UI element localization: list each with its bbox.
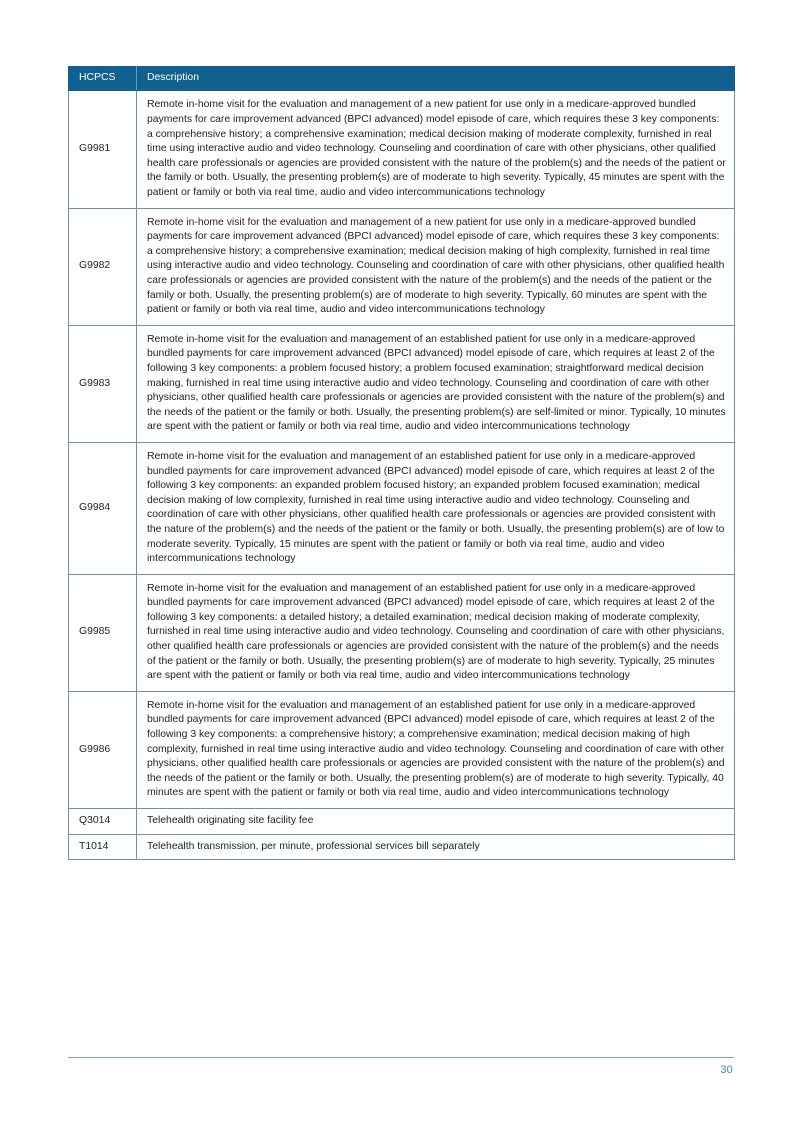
- cell-description: Remote in-home visit for the evaluation and management of an established patient for use only in a medicare-approved bundled payments for care improvement advanced (BPCI advanced) model episode of care, which requires at least 2 of the following 3 key components: an expanded problem focused history; an expanded problem focused examination; medical decision making of low complexity, furnished in real time using interactive audio and video technology. Counseling and coordination of care with other physicians, other qualified health care professionals or agencies are provided consistent with the nature of the problem(s) and the needs of the patient or the family or both. Usually, the presenting problem(s) are of low to moderate severity. Typically, 15 minutes are spent with the patient or family or both via real time, audio and video intercommunications technology: [137, 442, 735, 574]
- cell-description: Remote in-home visit for the evaluation and management of a new patient for use only in a medicare-approved bundled payments for care improvement advanced (BPCI advanced) model episode of care, which requires these 3 key components: a comprehensive history; a comprehensive examination; medical decision making of moderate complexity, furnished in real time using interactive audio and video technology. Counseling and coordination of care with other physicians, other qualified health care professionals or agencies are provided consistent with the nature of the problem(s) and the needs of the patient or the family or both. Usually, the presenting problem(s) are of moderate to high severity. Typically, 45 minutes are spent with the patient or family or both via real time, audio and video intercommunications technology: [137, 91, 735, 208]
- cell-hcpcs-code: G9981: [69, 91, 137, 208]
- column-header-hcpcs: HCPCS: [69, 67, 137, 91]
- cell-hcpcs-code: G9986: [69, 691, 137, 808]
- cell-hcpcs-code: T1014: [69, 834, 137, 860]
- table-header-row: [69, 67, 735, 91]
- page-number: 30: [720, 1064, 733, 1076]
- table-row: [69, 325, 735, 442]
- table-row: [69, 691, 735, 808]
- column-header-description: Description: [137, 67, 735, 91]
- table-header: [69, 67, 735, 91]
- cell-description: Remote in-home visit for the evaluation and management of an established patient for use only in a medicare-approved bundled payments for care improvement advanced (BPCI advanced) model episode of care, which requires at least 2 of the following 3 key components: a detailed history; a detailed examination; medical decision making of moderate complexity, furnished in real time using interactive audio and video technology. Counseling and coordination of care with other physicians, other qualified health care professionals or agencies are provided consistent with the nature of the problem(s) and the needs of the patient or the family or both. Usually, the presenting problem(s) are of moderate to high severity. Typically, 25 minutes are spent with the patient or family or both via real time, audio and video intercommunications technology: [137, 574, 735, 691]
- cell-hcpcs-code: G9984: [69, 442, 137, 574]
- cell-hcpcs-code: Q3014: [69, 809, 137, 835]
- footer-divider: [68, 1057, 734, 1058]
- cell-description: Telehealth originating site facility fee: [137, 809, 735, 835]
- cell-hcpcs-code: G9982: [69, 208, 137, 325]
- hcpcs-code-table-container: [68, 66, 734, 860]
- cell-hcpcs-code: G9985: [69, 574, 137, 691]
- table-row: [69, 91, 735, 208]
- cell-hcpcs-code: G9983: [69, 325, 137, 442]
- cell-description: Remote in-home visit for the evaluation and management of an established patient for use only in a medicare-approved bundled payments for care improvement advanced (BPCI advanced) model episode of care, which requires at least 2 of the following 3 key components: a comprehensive history; a comprehensive examination; medical decision making of high complexity, furnished in real time using interactive audio and video technology. Counseling and coordination of care with other physicians, other qualified health care professionals or agencies are provided consistent with the nature of the problem(s) and the needs of the patient or the family or both. Usually, the presenting problem(s) are of moderate to high severity. Typically, 40 minutes are spent with the patient or family or both via real time, audio and video intercommunications technology: [137, 691, 735, 808]
- cell-description: Remote in-home visit for the evaluation and management of a new patient for use only in a medicare-approved bundled payments for care improvement advanced (BPCI advanced) model episode of care, which requires these 3 key components: a comprehensive history; a comprehensive examination; medical decision making of high complexity, furnished in real time using interactive audio and video technology. Counseling and coordination of care with other physicians, other qualified health care professionals or agencies are provided consistent with the nature of the problem(s) and the needs of the patient or the family or both. Usually, the presenting problem(s) are of moderate to high severity. Typically, 60 minutes are spent with the patient or family or both via real time, audio and video intercommunications technology: [137, 208, 735, 325]
- table-body: [69, 91, 735, 860]
- cell-description: Telehealth transmission, per minute, professional services bill separately: [137, 834, 735, 860]
- table-row: [69, 442, 735, 574]
- table-row: [69, 574, 735, 691]
- hcpcs-code-table: [68, 66, 735, 860]
- cell-description: Remote in-home visit for the evaluation and management of an established patient for use only in a medicare-approved bundled payments for care improvement advanced (BPCI advanced) model episode of care, which requires at least 2 of the following 3 key components: a problem focused history; a problem focused examination; straightforward medical decision making, furnished in real time using interactive audio and video technology. Counseling and coordination of care with other physicians, other qualified health care professionals or agencies are provided consistent with the nature of the problem(s) and the needs of the patient or the family or both. Usually, the presenting problem(s) are self-limited or minor. Typically, 10 minutes are spent with the patient or family or both via real time, audio and video intercommunications technology: [137, 325, 735, 442]
- table-row: [69, 834, 735, 860]
- table-row: [69, 809, 735, 835]
- table-row: [69, 208, 735, 325]
